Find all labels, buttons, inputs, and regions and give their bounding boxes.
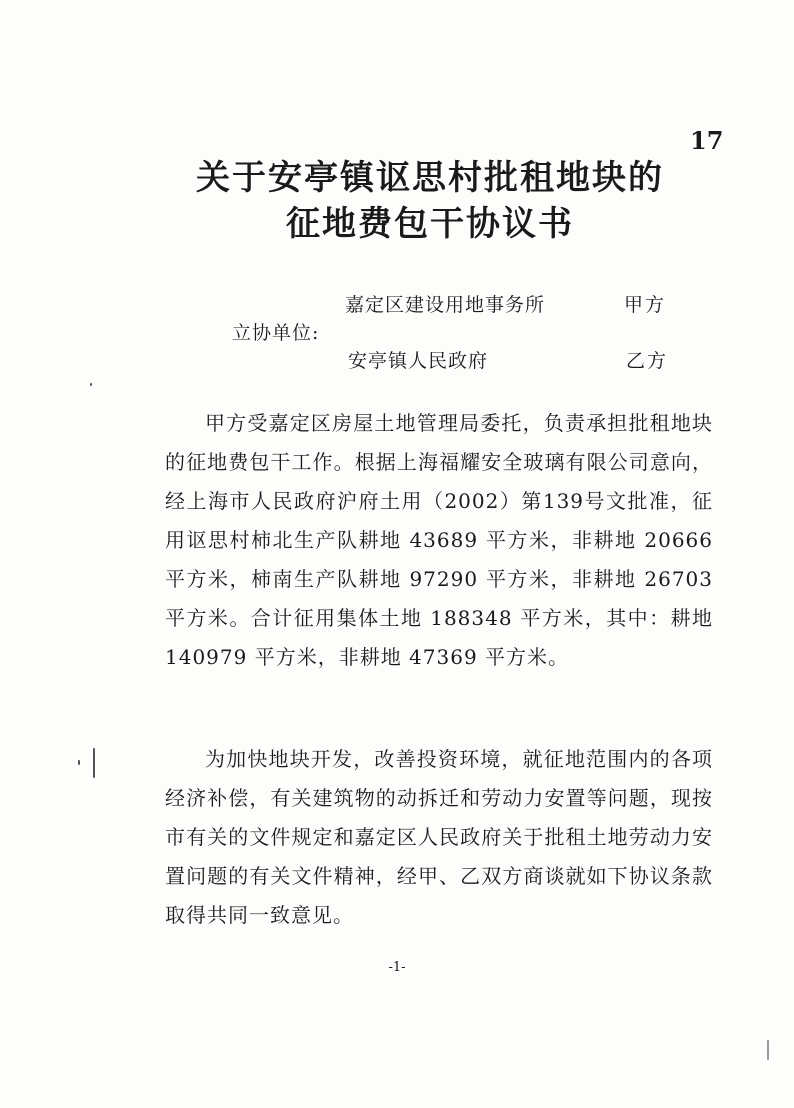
document-title-line-2: 征地费包干协议书 — [286, 204, 574, 244]
scan-speck — [93, 748, 95, 778]
body-paragraph-1: 甲方受嘉定区房屋土地管理局委托，负责承担批租地块的征地费包干工作。根据上海福耀安全玻璃有限公司意向，经上海市人民政府沪府土用（2002）第139号文批准，征用讴思村柿北生产队耕地 43689 平方米，非耕地 20666 平方米，柿南生产队耕地 97290 平方米，非耕地 26703 平方米。合计征用集体土地 188348 平方米，其中：耕地 140979 平方米，非耕地 47369 平方米。 — [165, 411, 713, 669]
party-b-role: 乙方 — [626, 350, 669, 372]
footer-page-number: -1- — [388, 960, 406, 975]
party-b-name: 安亭镇人民政府 — [348, 350, 489, 372]
body-paragraph-2: 为加快地块开发，改善投资环境，就征地范围内的各项经济补偿，有关建筑物的动拆迁和劳动力安置等问题，现按市有关的文件规定和嘉定区人民政府关于批租土地劳动力安置问题的有关文件精神，经甲、乙双方商谈就如下协议条款取得共同一致意见。 — [165, 747, 713, 927]
parties-label: 立协单位: — [232, 322, 320, 344]
party-a-role: 甲方 — [624, 294, 667, 316]
party-a-name: 嘉定区建设用地事务所 — [345, 294, 546, 316]
scan-speck — [78, 760, 80, 765]
document-title-line-1: 关于安亭镇讴思村批租地块的 — [196, 158, 664, 198]
handwritten-page-number: 17 — [690, 126, 724, 155]
scan-speck — [767, 1040, 769, 1060]
scan-speck — [90, 383, 92, 386]
